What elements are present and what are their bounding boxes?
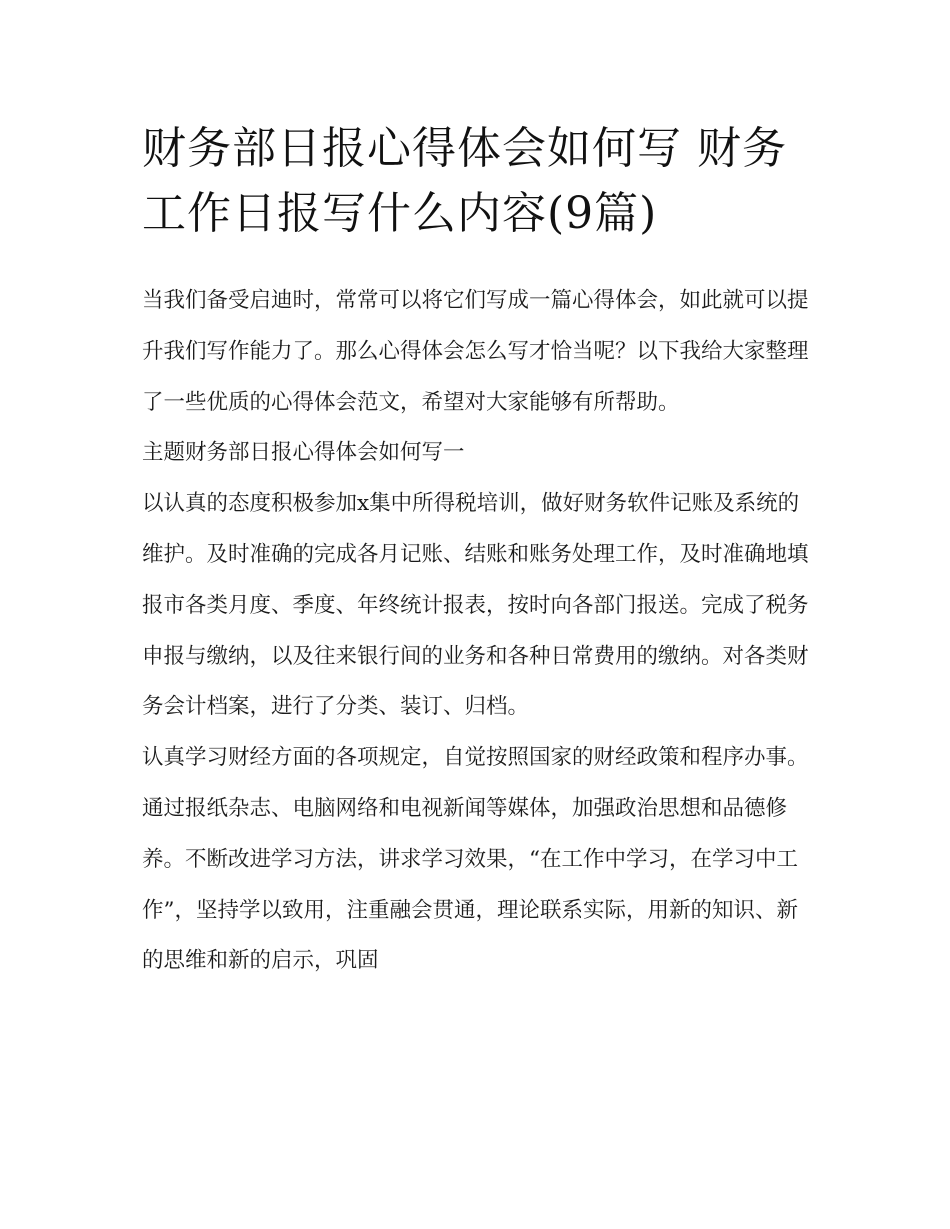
document-body [142, 276, 812, 987]
body-paragraph: 以认真的态度积极参加x集中所得税培训，做好财务软件记账及系统的维护。及时准确的完成各月记账、结账和账务处理工作，及时准确地填报市各类月度、季度、年终统计报表，按时向各部门报送。完成了税务申报与缴纳，以及往来银行间的业务和各种日常费用的缴纳。对各类财务会计档案，进行了分类、装订、归档。 [142, 491, 809, 720]
intro-paragraph: 当我们备受启迪时，常常可以将它们写成一篇心得体会，如此就可以提升我们写作能力了。那么心得体会怎么写才恰当呢？以下我给大家整理了一些优质的心得体会范文，希望对大家能够有所帮助。 [142, 288, 809, 415]
body-paragraph: 认真学习财经方面的各项规定，自觉按照国家的财经政策和程序办事。通过报纸杂志、电脑网络和电视新闻等媒体，加强政治思想和品德修养。不断改进学习方法，讲求学习效果，“在工作中学习，在学习中工作”，坚持学以致用，注重融会贯通，理论联系实际，用新的知识、新的思维和新的启示，巩固 [142, 745, 809, 974]
document-title: 财务部日报心得体会如何写 财务工作日报写什么内容(9篇) [142, 123, 787, 239]
section-heading: 主题财务部日报心得体会如何写一 [142, 440, 465, 466]
